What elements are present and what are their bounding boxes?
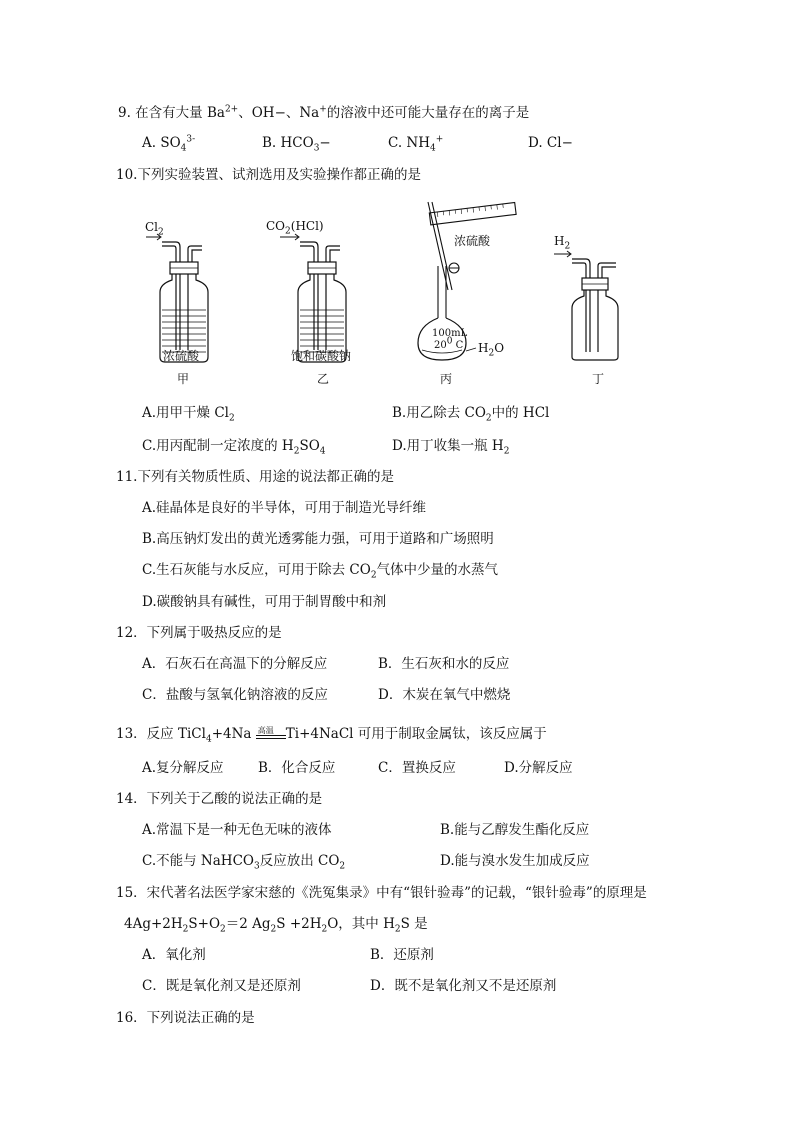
yi-gas-label: $CO_2(HCl)$ [266,219,324,237]
gas-bottle-ding-icon [548,240,638,370]
reaction-condition: 高温 [256,728,286,742]
q10-option-c: C.用丙配制一定浓度的 $H_2SO_4$ [142,438,326,457]
q10-option-b: B.用乙除去 $CO_2$中的 HCl [392,405,550,424]
q12-option-a: A．石灰石在高温下的分解反应 [142,656,328,672]
q12-option-d: D．木炭在氧气中燃烧 [378,687,511,703]
q14-option-d: D.能与溴水发生加成反应 [440,853,590,869]
ding-name: 丁 [592,372,605,386]
q11-option-c: C.生石灰能与水反应，可用于除去 $CO_2$气体中少量的水蒸气 [142,562,499,581]
bing-flask-temp: $20^0$ C [434,336,464,351]
q15-option-d: D．既不是氧化剂又不是还原剂 [370,978,557,994]
yi-name: 乙 [317,372,330,386]
q15-option-c: C．既是氧化剂又是还原剂 [142,978,301,994]
q16-stem: 16．下列说法正确的是 [116,1010,255,1026]
apparatus-ding [548,234,638,370]
q15-option-a: A．氧化剂 [142,947,206,963]
q11-stem: 11.下列有关物质性质、用途的说法都正确的是 [116,469,394,485]
q9-option-d: D. Cl− [528,135,573,151]
bing-reagent-label: 浓硫酸 [454,234,491,248]
bing-name: 丙 [440,372,453,386]
q13-option-d: D.分解反应 [504,760,573,776]
q14-option-a: A.常温下是一种无色无味的液体 [142,822,332,838]
q11-option-b: B.高压钠灯发出的黄光透雾能力强，可用于道路和广场照明 [142,531,494,547]
q9-option-a: A. $SO_4^{3-}$ [142,134,196,154]
jia-gas-label: $Cl_2$ [145,220,164,238]
q12-option-c: C．盐酸与氢氧化钠溶液的反应 [142,687,328,703]
q13-stem: 13．反应 TiCl$_4$+4Na 高温 Ti+4NaCl 可用于制取金属钛，该反应属于 [116,725,547,745]
q11-option-d: D.碳酸钠具有碱性，可用于制胃酸中和剂 [142,594,387,610]
q13-option-c: C．置换反应 [378,760,456,776]
jia-liquid-label: 浓硫酸 [163,349,200,363]
q15-option-b: B．还原剂 [370,947,434,963]
q10-option-a: A.用甲干燥 $Cl_2$ [142,405,235,424]
q13-option-a: A.复分解反应 [142,760,224,776]
q12-stem: 12．下列属于吸热反应的是 [116,625,282,641]
jia-name: 甲 [177,372,190,386]
q9-stem: 9. 在含有大量 $Ba^{2+}$、OH−、Na+的溶液中还可能大量存在的离子是 [118,104,530,121]
q15-equation: $4Ag+2H_2S+O_2=2$ $Ag_2S +2H_2O$，其中 $H_2S$ 是 [124,916,428,935]
q12-option-b: B．生石灰和水的反应 [378,656,510,672]
q10-option-d: D.用丁收集一瓶 $H_2$ [392,438,510,457]
q10-stem: 10.下列实验装置、试剂选用及实验操作都正确的是 [116,167,421,183]
apparatus-bing [410,198,530,368]
volumetric-flask-bing-icon [410,198,530,368]
q9-option-b: B. $HCO_3-$ [262,135,331,154]
q14-option-c: C.不能与 NaHCO$_3$反应放出 $CO_2$ [142,853,346,872]
ding-gas-label: $H_2$ [554,234,571,252]
bing-water-label: $H_2O$ [478,341,505,359]
bing-flask-volume: 100mL [432,328,468,339]
q14-option-b: B.能与乙醇发生酯化反应 [440,822,590,838]
q15-stem: 15．宋代著名法医学家宋慈的《洗冤集录》中有“银针验毒”的记载，“银针验毒”的原理是 [116,885,647,901]
yi-liquid-label: 饱和碳酸钠 [291,349,352,363]
q9-option-c: C. $NH_4^+$ [388,134,444,154]
q14-stem: 14．下列关于乙酸的说法正确的是 [116,791,323,807]
q13-option-b: B．化合反应 [258,760,336,776]
q11-option-a: A.硅晶体是良好的半导体，可用于制造光导纤维 [142,500,427,516]
